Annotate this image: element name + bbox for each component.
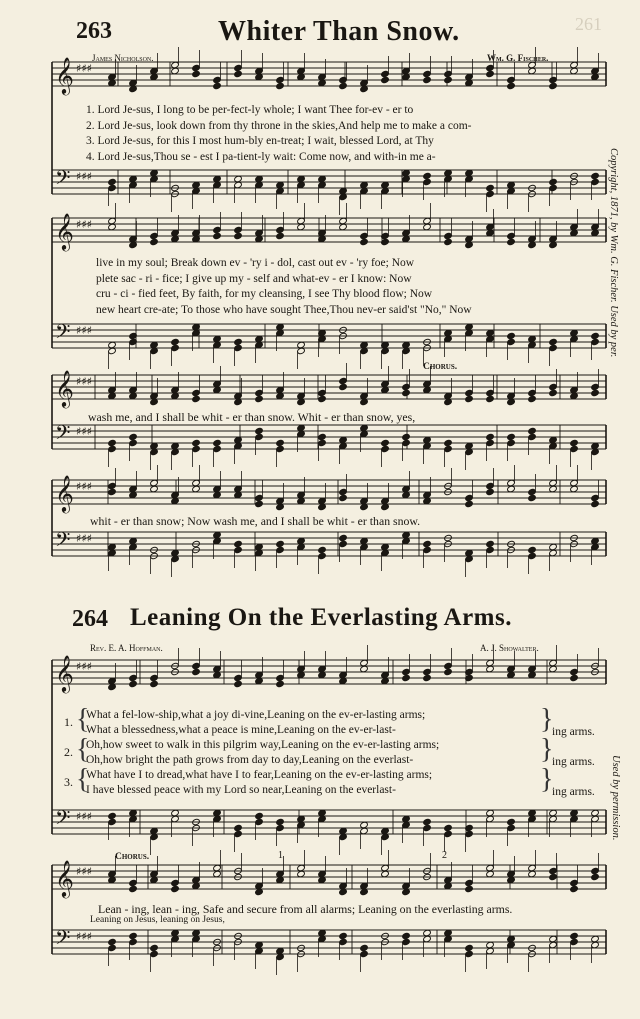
- note-head: [360, 944, 369, 951]
- note-head: [423, 540, 432, 547]
- note-head: [570, 674, 579, 681]
- note-head: [486, 190, 495, 197]
- note-head: [444, 662, 453, 669]
- note-head: [423, 70, 432, 77]
- note-head: [423, 674, 432, 681]
- note-head: [213, 439, 222, 446]
- hymn-264-permission-note: Used by permission.: [610, 755, 621, 841]
- note-head: [192, 662, 201, 669]
- hymn-264-chorus-label: Chorus.: [115, 852, 150, 862]
- note-head: [129, 879, 138, 886]
- note-head: [108, 488, 117, 495]
- note-head: [486, 64, 495, 71]
- note-head: [234, 344, 243, 351]
- note-head: [507, 439, 516, 446]
- note-head: [276, 439, 285, 446]
- key-signature-icon: ♯♯♯: [76, 865, 92, 878]
- hymn-263-lyricist: James Nicholson.: [92, 53, 154, 63]
- note-head: [528, 389, 537, 396]
- note-head: [570, 885, 579, 892]
- key-signature-icon: ♯♯♯: [76, 170, 92, 183]
- treble-clef-icon: 𝄞: [55, 56, 74, 94]
- note-head: [486, 540, 495, 547]
- note-head: [402, 938, 411, 945]
- note-head: [339, 938, 348, 945]
- note-head: [213, 445, 222, 452]
- note-head: [486, 433, 495, 440]
- note-head: [549, 389, 558, 396]
- note-head: [234, 338, 243, 345]
- note-head: [549, 76, 558, 83]
- key-signature-icon: ♯♯♯: [76, 425, 92, 438]
- note-head: [150, 950, 159, 957]
- note-head: [129, 885, 138, 892]
- note-head: [234, 546, 243, 553]
- note-head: [381, 439, 390, 446]
- note-head: [423, 668, 432, 675]
- verse-line: 3. Lord Je-sus, for this I most hum-bly en-treat; I wait, blessed Lord, at Thy: [86, 135, 434, 147]
- note-head: [255, 427, 264, 434]
- note-head: [108, 445, 117, 452]
- note-head: [570, 439, 579, 446]
- note-head: [528, 488, 537, 495]
- note-head: [213, 82, 222, 89]
- note-head: [129, 433, 138, 440]
- note-head: [465, 500, 474, 507]
- note-head: [465, 950, 474, 957]
- note-head: [276, 226, 285, 233]
- note-head: [591, 867, 600, 874]
- note-head: [276, 818, 285, 825]
- note-head: [591, 389, 600, 396]
- note-head: [423, 818, 432, 825]
- note-head: [465, 879, 474, 886]
- treble-clef-icon: 𝄞: [55, 654, 74, 692]
- note-head: [423, 546, 432, 553]
- note-head: [234, 680, 243, 687]
- note-head: [528, 395, 537, 402]
- note-head: [339, 494, 348, 501]
- note-head: [423, 824, 432, 831]
- note-head: [381, 76, 390, 83]
- note-head: [360, 238, 369, 245]
- note-head: [465, 395, 474, 402]
- key-signature-icon: ♯♯♯: [76, 218, 92, 231]
- note-head: [486, 184, 495, 191]
- note-head: [339, 540, 348, 547]
- note-head: [486, 389, 495, 396]
- note-head: [150, 232, 159, 239]
- note-head: [108, 818, 117, 825]
- note-head: [255, 395, 264, 402]
- note-head: [234, 540, 243, 547]
- note-head: [234, 70, 243, 77]
- note-head: [129, 439, 138, 446]
- note-head: [318, 546, 327, 553]
- note-head: [486, 488, 495, 495]
- treble-clef-icon: 𝄞: [55, 369, 74, 407]
- hymn-263-copyright-note: Copyright, 1871, by Wm. G. Fischer. Used by per.: [608, 148, 619, 358]
- note-head: [591, 178, 600, 185]
- note-head: [444, 70, 453, 77]
- note-head: [192, 389, 201, 396]
- note-head: [276, 232, 285, 239]
- key-signature-icon: ♯♯♯: [76, 930, 92, 943]
- note-head: [486, 70, 495, 77]
- note-head: [423, 178, 432, 185]
- note-head: [549, 867, 558, 874]
- note-head: [234, 64, 243, 71]
- note-head: [255, 433, 264, 440]
- note-head: [360, 950, 369, 957]
- hymn-263-chorus-label: Chorus.: [423, 362, 458, 372]
- note-head: [339, 82, 348, 89]
- note-head: [108, 944, 117, 951]
- key-signature-icon: ♯♯♯: [76, 62, 92, 75]
- note-head: [108, 938, 117, 945]
- note-head: [318, 389, 327, 396]
- verse-line: plete sac - ri - fice; I give up my - self and what-ev - er I know: Now: [96, 272, 412, 285]
- note-head: [129, 938, 138, 945]
- note-head: [549, 873, 558, 880]
- ending-braces: } } }: [540, 704, 554, 795]
- hymn-264-verses: [86, 708, 439, 798]
- note-head: [255, 500, 264, 507]
- note-head: [402, 383, 411, 390]
- note-head: [171, 338, 180, 345]
- ending-text: ing arms.: [552, 756, 595, 768]
- note-head: [570, 668, 579, 675]
- note-head: [318, 439, 327, 446]
- ending-text: ing arms.: [552, 726, 595, 738]
- note-head: [423, 76, 432, 83]
- key-signature-icon: ♯♯♯: [76, 532, 92, 545]
- note-head: [507, 824, 516, 831]
- verse-line: new heart cre-ate; To those who have sought Thee,Thou nev-er said'st "No," Now: [96, 303, 472, 316]
- note-head: [108, 184, 117, 191]
- note-head: [444, 824, 453, 831]
- note-head: [570, 445, 579, 452]
- note-head: [276, 540, 285, 547]
- hymn-263-composer: Wm. G. Fischer.: [487, 53, 549, 63]
- verse-line: I have blessed peace with my Lord so near,Leaning on the everlast-: [86, 784, 396, 796]
- note-head: [213, 76, 222, 83]
- note-head: [591, 494, 600, 501]
- note-head: [171, 885, 180, 892]
- note-head: [591, 332, 600, 339]
- note-head: [486, 439, 495, 446]
- note-head: [465, 389, 474, 396]
- note-head: [549, 344, 558, 351]
- note-head: [570, 932, 579, 939]
- note-head: [339, 488, 348, 495]
- note-head: [171, 344, 180, 351]
- note-head: [171, 879, 180, 886]
- note-head: [339, 383, 348, 390]
- note-head: [549, 184, 558, 191]
- note-head: [591, 383, 600, 390]
- note-head: [339, 932, 348, 939]
- note-head: [549, 178, 558, 185]
- note-head: [549, 383, 558, 390]
- note-head: [402, 433, 411, 440]
- note-head: [276, 445, 285, 452]
- note-head: [444, 668, 453, 675]
- note-head: [444, 830, 453, 837]
- note-head: [486, 482, 495, 489]
- note-head: [129, 680, 138, 687]
- note-head: [255, 494, 264, 501]
- note-head: [276, 680, 285, 687]
- page-number: 261: [575, 14, 602, 34]
- note-head: [276, 674, 285, 681]
- bass-clef-icon: 𝄢: [55, 926, 71, 954]
- note-head: [528, 552, 537, 559]
- key-signature-icon: ♯♯♯: [76, 480, 92, 493]
- hymn-263-system-3-lyric: wash me, and I shall be whit - er than snow. Whit - er than snow, yes,: [88, 410, 416, 424]
- treble-clef-icon: 𝄞: [55, 859, 74, 897]
- note-head: [192, 445, 201, 452]
- treble-clef-icon: 𝄞: [55, 474, 74, 512]
- note-head: [486, 546, 495, 553]
- note-head: [423, 172, 432, 179]
- note-head: [339, 377, 348, 384]
- verse-line: Oh,how bright the path grows from day to day,Leaning on the everlast-: [86, 754, 414, 766]
- note-head: [276, 82, 285, 89]
- key-signature-icon: ♯♯♯: [76, 660, 92, 673]
- note-head: [402, 674, 411, 681]
- note-head: [192, 668, 201, 675]
- note-head: [339, 534, 348, 541]
- bass-clef-icon: 𝄢: [55, 421, 71, 449]
- hymn-264-verse-numbers: [64, 708, 73, 798]
- hymn-264-endings: [552, 717, 595, 807]
- note-head: [255, 812, 264, 819]
- note-head: [150, 674, 159, 681]
- hymn-264-chorus-lyric: Lean - ing, lean - ing, Safe and secure from all alarms; Leaning on the everlasting arms.: [98, 902, 513, 916]
- verse-line: Oh,how sweet to walk in this pilgrim way,Leaning on the ev-er-lasting arms;: [86, 739, 440, 751]
- bass-clef-icon: 𝄢: [55, 528, 71, 556]
- note-head: [108, 482, 117, 489]
- hymn-263-number: 263: [76, 18, 112, 44]
- note-head: [549, 338, 558, 345]
- bass-clef-icon: 𝄢: [55, 320, 71, 348]
- note-head: [150, 680, 159, 687]
- note-head: [549, 82, 558, 89]
- verse-line: 1. Lord Je-sus, I long to be per-fect-ly whole; I want Thee for-ev - er to: [86, 104, 414, 116]
- note-head: [591, 172, 600, 179]
- note-head: [507, 82, 516, 89]
- hymn-263-system-4-lyric: whit - er than snow; Now wash me, and I shall be whit - er than snow.: [90, 514, 421, 528]
- note-head: [234, 674, 243, 681]
- note-head: [444, 76, 453, 83]
- treble-clef-icon: 𝄞: [55, 212, 74, 250]
- bass-clef-icon: 𝄢: [55, 806, 71, 834]
- hymn-263-title: Whiter Than Snow.: [218, 16, 460, 47]
- note-head: [150, 238, 159, 245]
- note-head: [528, 427, 537, 434]
- verse-line: 4. Lord Je-sus,Thou se - est I pa-tient-ly wait: Come now, and with-in me a-: [86, 150, 436, 163]
- note-head: [192, 395, 201, 402]
- note-head: [108, 439, 117, 446]
- note-head: [213, 226, 222, 233]
- note-head: [486, 395, 495, 402]
- note-head: [507, 818, 516, 825]
- hymn-264-lyricist: Rev. E. A. Hoffman.: [90, 643, 163, 653]
- hymn-264-chorus-underlay: Leaning on Jesus, leaning on Jesus,: [90, 915, 225, 925]
- key-signature-icon: ♯♯♯: [76, 810, 92, 823]
- note-head: [465, 494, 474, 501]
- hymn-264-title: Leaning On the Everlasting Arms.: [130, 604, 512, 631]
- note-head: [465, 944, 474, 951]
- note-head: [234, 830, 243, 837]
- verse-number: 1.: [64, 715, 73, 729]
- note-head: [381, 70, 390, 77]
- note-head: [444, 439, 453, 446]
- note-head: [507, 433, 516, 440]
- key-signature-icon: ♯♯♯: [76, 375, 92, 388]
- note-head: [591, 873, 600, 880]
- note-head: [507, 76, 516, 83]
- note-head: [360, 232, 369, 239]
- volta-1: 1: [278, 850, 283, 861]
- verse-line: What a fel-low-ship,what a joy di-vine,Leaning on the ev-er-lasting arms;: [86, 709, 426, 721]
- note-head: [150, 944, 159, 951]
- verse-braces: { { {: [76, 704, 90, 795]
- note-head: [570, 879, 579, 886]
- bass-clef-icon: 𝄢: [55, 166, 71, 194]
- note-head: [528, 494, 537, 501]
- verse-line: 2. Lord Je-sus, look down from thy throne in the skies,And help me to make a com-: [86, 119, 472, 132]
- note-head: [192, 64, 201, 71]
- verse-line: What have I to dread,what have I to fear,Leaning on the ev-er-lasting arms;: [86, 769, 433, 781]
- note-head: [276, 824, 285, 831]
- note-head: [318, 433, 327, 440]
- note-head: [192, 439, 201, 446]
- note-head: [276, 76, 285, 83]
- note-head: [108, 812, 117, 819]
- verse-number: 3.: [64, 775, 73, 789]
- verse-line: What a blessedness,what a peace is mine,Leaning on the ev-er-last-: [86, 724, 396, 736]
- note-head: [528, 433, 537, 440]
- note-head: [402, 439, 411, 446]
- note-head: [381, 445, 390, 452]
- note-head: [339, 76, 348, 83]
- note-head: [129, 932, 138, 939]
- ending-text: ing arms.: [552, 786, 595, 798]
- hymn-263-verses-system-1: [86, 103, 472, 165]
- note-head: [444, 238, 453, 245]
- note-head: [507, 232, 516, 239]
- note-head: [234, 824, 243, 831]
- note-head: [234, 232, 243, 239]
- note-head: [213, 232, 222, 239]
- note-head: [129, 674, 138, 681]
- note-head: [255, 818, 264, 825]
- note-head: [318, 395, 327, 402]
- note-head: [402, 932, 411, 939]
- hymn-264-composer: A. J. Showalter.: [480, 643, 539, 653]
- verse-number: 2.: [64, 745, 73, 759]
- volta-2: 2: [442, 850, 447, 861]
- note-head: [192, 70, 201, 77]
- key-signature-icon: ♯♯♯: [76, 324, 92, 337]
- note-head: [507, 332, 516, 339]
- note-head: [591, 500, 600, 507]
- note-head: [570, 938, 579, 945]
- note-head: [444, 445, 453, 452]
- note-head: [234, 226, 243, 233]
- note-head: [108, 178, 117, 185]
- note-head: [465, 885, 474, 892]
- note-head: [507, 238, 516, 245]
- note-head: [318, 552, 327, 559]
- note-head: [402, 389, 411, 396]
- note-head: [528, 546, 537, 553]
- note-head: [591, 338, 600, 345]
- hymn-264-number: 264: [72, 606, 108, 632]
- note-head: [444, 232, 453, 239]
- verse-line: live in my soul; Break down ev - 'ry i - dol, cast out ev - 'ry foe; Now: [96, 257, 415, 269]
- note-head: [402, 668, 411, 675]
- note-head: [255, 389, 264, 396]
- note-head: [276, 546, 285, 553]
- note-head: [507, 338, 516, 345]
- hymn-263-verses-system-2: [96, 256, 472, 318]
- verse-line: cru - ci - fied feet, By faith, for my cleansing, I see Thy blood flow; Now: [96, 288, 433, 300]
